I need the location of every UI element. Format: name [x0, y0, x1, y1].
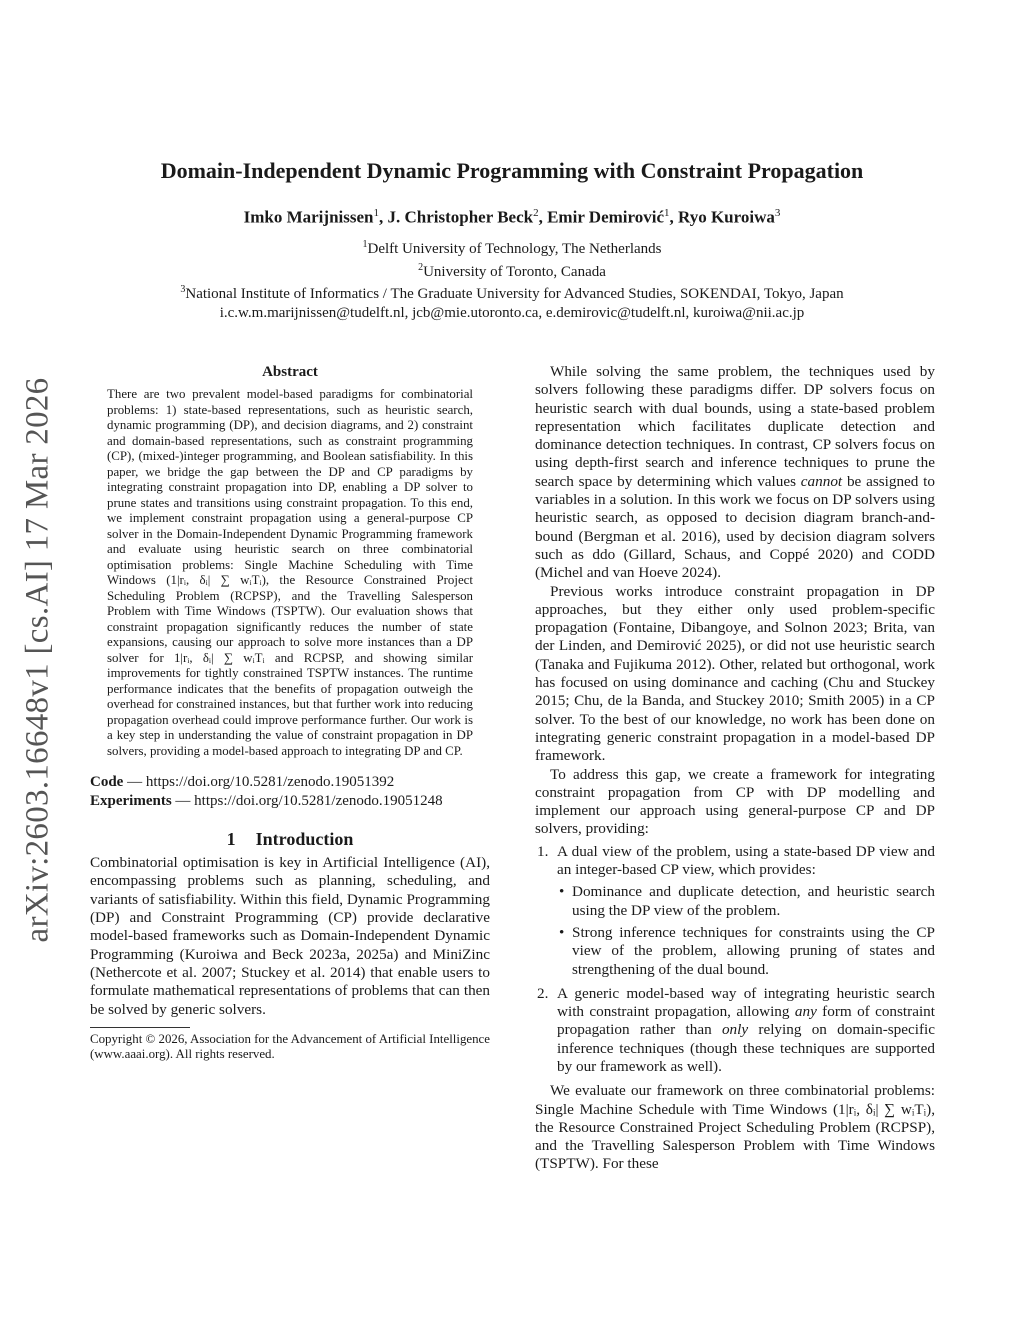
abstract-heading: Abstract	[262, 364, 318, 380]
experiments-link-label: Experiments	[90, 792, 172, 809]
body-paragraph: We evaluate our framework on three combinatorial problems: Single Machine Schedule with Time Windows (1|rᵢ, δᵢ| ∑ wᵢTᵢ), the Resource Constrained Project Scheduling Problem (RCPSP), and the Travelling Salesperson Problem with Time Windows (TSPTW). For these	[535, 1082, 935, 1173]
code-link-line	[90, 773, 490, 791]
contribution-item	[535, 985, 935, 1076]
code-link-label: Code	[90, 774, 124, 791]
affiliation-text: University of Toronto, Canada	[423, 263, 606, 280]
author-affiliation-mark: 1	[373, 207, 379, 219]
author-affiliation-mark: 1	[664, 207, 670, 219]
affiliation-text: Delft University of Technology, The Netherlands	[367, 241, 662, 257]
author-name: Ryo Kuroiwa	[678, 207, 775, 227]
experiments-link-url[interactable]: https://doi.org/10.5281/zenodo.19051248	[194, 792, 443, 809]
affiliation-line	[0, 281, 1024, 304]
body-paragraph: Previous works introduce constraint propagation in DP approaches, but they either only used problem-specific propagation (Fontaine, Dibangoye, and Solnon 2023; Brita, van der Linden, and Demirović 2025), or did not use heuristic search (Tanaka and Fujikuma 2012). Other, related but orthogonal, work has focused on using dominance and caching (Chu and Stuckey 2015; Chu, de la Banda, and Stuckey 2010; Smith 2005) in a CP solver. To the best of our knowledge, no work has been done on integrating generic constraint propagation in a model-based DP framework.	[535, 582, 935, 765]
left-column	[90, 363, 490, 1063]
author-name: J. Christopher Beck	[387, 207, 534, 227]
paragraph-text: be assigned to variables in a solution. In this work we focus on DP solvers using heuristic search, as opposed to decision diagram branch-and-bound (Bergman et al. 2016), used by decision diagram solvers such as ddo (Gillard, Schaus, and Coppé 2020) and CODD (Michel and van Hoeve 2024).	[535, 472, 935, 582]
section-heading-introduction	[90, 830, 490, 848]
right-column	[535, 363, 935, 1174]
author-separator: ,	[669, 207, 679, 227]
author-emails: i.c.w.m.marijnissen@tudelft.nl, jcb@mie.utoronto.ca, e.demirovic@tudelft.nl, kuroiwa@nii.ac.jp	[219, 304, 805, 321]
contribution-list	[535, 843, 935, 1077]
experiments-link-line	[90, 792, 490, 810]
link-separator: —	[123, 774, 146, 791]
affiliation-number: 1	[362, 239, 368, 250]
arxiv-identifier-stamp: arXiv:2603.16648v1 [cs.AI] 17 Mar 2026	[19, 377, 56, 943]
author-separator: ,	[538, 207, 548, 227]
emphasis-text: any	[794, 1003, 817, 1021]
contribution-text: A generic model-based way of integrating heuristic search with constraint propagation, allowing	[557, 984, 935, 1021]
author-name: Imko Marijnissen	[243, 207, 374, 227]
contribution-text: form of constraint propagation rather than	[557, 1003, 935, 1039]
sublist-text: Dominance and duplicate detection, and heuristic search using the DP view of the problem.	[572, 883, 935, 919]
list-number: 1.	[537, 842, 549, 860]
section-title: Introduction	[255, 828, 354, 849]
contribution-text: relying on domain-specific inference techniques (though these techniques are supported by our framework as well).	[557, 1021, 935, 1075]
affiliation-number: 2	[418, 261, 424, 273]
sublist-text: Strong inference techniques for constraints using the CP view of the problem, allowing pruning of states and strengthening of the dual bound.	[572, 923, 935, 978]
footnote-divider	[90, 1027, 190, 1028]
intro-paragraph: Combinatorial optimisation is key in Artificial Intelligence (AI), encompassing problems such as planning, scheduling, and variants of satisfiability. Within this field, Dynamic Programming (DP) and Constraint Programming (CP) provide declarative model-based frameworks such as Domain-Independent Dynamic Programming (Kuroiwa and Beck 2023a, 2025a) and MiniZinc (Nethercote et al. 2007; Stuckey et al. 2014) that enable users to formulate mathematical representations of problems that can then be solved by generic solvers.	[90, 854, 490, 1018]
author-list	[0, 207, 1024, 228]
sublist-item	[557, 924, 935, 979]
list-number: 2.	[537, 984, 549, 1002]
body-paragraph: To address this gap, we create a framework for integrating constraint propagation from CP with DP modelling and implement our approach using general-purpose CP and DP solvers, providing:	[535, 765, 935, 838]
bullet-icon: •	[559, 883, 565, 901]
affiliation-line	[0, 236, 1024, 259]
affiliation-line	[0, 259, 1024, 282]
section-number: 1	[226, 828, 236, 849]
author-separator: ,	[378, 207, 388, 227]
contribution-item	[535, 843, 935, 979]
body-paragraph	[535, 363, 935, 583]
contribution-text: A dual view of the problem, using a state-based DP view and an integer-based CP view, which provides:	[557, 842, 935, 879]
affiliation-text: National Institute of Informatics / The Graduate University for Advanced Studies, SOKENDAI, Tokyo, Japan	[185, 286, 844, 303]
contribution-sublist	[557, 883, 935, 978]
bullet-icon: •	[559, 923, 565, 941]
affiliation-block	[0, 236, 1024, 322]
emphasis-text: only	[721, 1021, 749, 1039]
author-name: Emir Demirović	[547, 207, 665, 227]
paper-title: Domain-Independent Dynamic Programming with Constraint Propagation	[160, 158, 864, 183]
author-affiliation-mark: 3	[774, 207, 781, 219]
affiliation-number: 3	[180, 284, 186, 296]
link-separator: —	[171, 792, 195, 809]
paragraph-text: While solving the same problem, the techniques used by solvers following these paradigms differ. DP solvers focus on heuristic search with dual bounds, using a state-based problem representation which facilitates duplicate detection and dominance detection techniques. In contrast, CP solvers focus on using depth-first search and inference techniques to prune the search space by determining which values	[535, 363, 935, 490]
emphasis-text: cannot	[800, 472, 843, 490]
author-affiliation-mark: 2	[533, 207, 539, 219]
code-link-url[interactable]: https://doi.org/10.5281/zenodo.19051392	[145, 774, 395, 791]
abstract-text: There are two prevalent model-based paradigms for combinatorial problems: 1) state-based representations, such as heuristic search, dynamic programming (DP), and decision diagrams, and 2) constraint and domain-based representations, such as constraint programming (CP), (mixed-)integer programming, and Boolean satisfiability. In this paper, we bridge the gap between the DP and CP paradigms by integrating constraint propagation into DP, enabling a DP solver to prune states and transitions using constraint propagation. To this end, we implement constraint propagation using a general-purpose CP solver in the Domain-Independent Dynamic Programming framework and evaluate using heuristic search on three combinatorial optimisation problems: Single Machine Scheduling with Time Windows (1|rᵢ, δᵢ| ∑ wᵢTᵢ), the Resource Constrained Project Scheduling Problem (RCPSP), and the Travelling Salesperson Problem with Time Windows (TSPTW). Our evaluation shows that constraint propagation significantly reduces the number of state expansions, causing our approach to solve more instances than a DP solver for 1|rᵢ, δᵢ| ∑ wᵢTᵢ and RCPSP, and showing similar improvements for tightly constrained TSPTW instances. The runtime performance indicates that the benefits of propagation outweigh the overhead for constrained instances, but that further work into reducing propagation overhead could improve performance further. Our work is a key step in understanding the value of constraint propagation in DP solvers, providing a model-based approach to integrating DP and CP.	[107, 387, 473, 758]
sublist-item	[557, 883, 935, 920]
copyright-notice: Copyright © 2026, Association for the Advancement of Artificial Intelligence (www.aaai.org). All rights reserved.	[90, 1031, 490, 1062]
